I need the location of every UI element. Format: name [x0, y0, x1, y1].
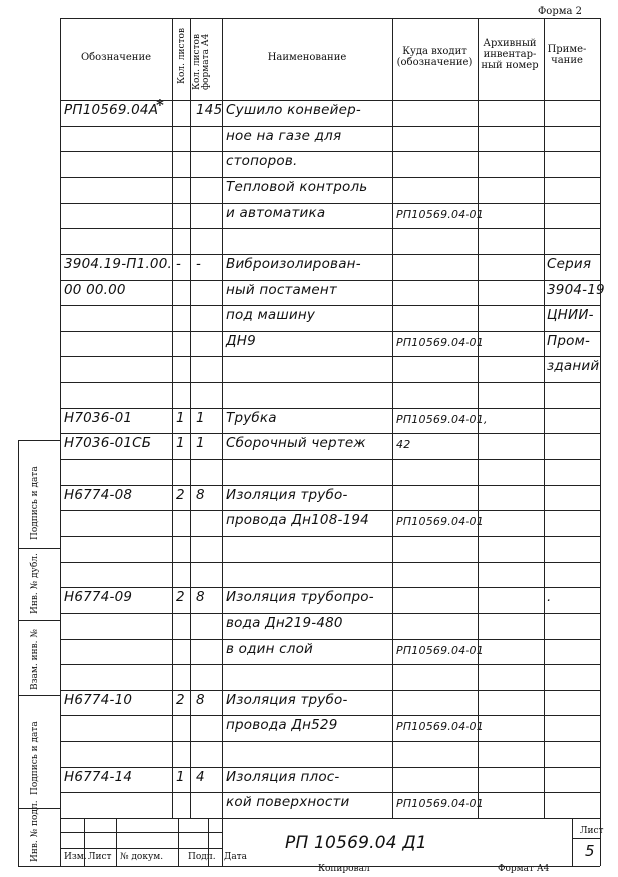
- footer-col-line: [84, 818, 85, 866]
- row-line: [60, 228, 600, 229]
- row-line: [60, 664, 600, 665]
- cell-name: Виброизолирован-: [226, 255, 361, 272]
- cell-sheets: 2: [176, 691, 185, 708]
- header-name: Наименование: [267, 52, 347, 63]
- cell-designation: Н6774-09: [64, 589, 133, 606]
- side-label-signature-2: Подпись и дата: [30, 721, 40, 795]
- row-line: [60, 562, 600, 563]
- stamp-strip-outer: [18, 440, 19, 866]
- cell-note: ЦНИИ-: [547, 307, 594, 324]
- cell-note: зданий: [547, 358, 600, 375]
- cell-a4: 4: [196, 768, 205, 785]
- cell-name: Изоляция трубо-: [226, 691, 348, 708]
- footer-col-change: Изм.: [64, 852, 87, 862]
- cell-note: Пром-: [547, 332, 591, 349]
- frame-left-footer: [60, 818, 61, 866]
- row-line: [60, 613, 600, 614]
- cell-name: Изоляция трубопро-: [226, 589, 374, 606]
- cell-sheets: 2: [176, 589, 185, 606]
- cell-name: в один слой: [226, 640, 314, 657]
- cell-designation: Н7036-01СБ: [64, 435, 152, 452]
- column-line: [172, 18, 173, 818]
- row-line: [60, 177, 600, 178]
- footer-col-sheet: Лист: [88, 852, 112, 862]
- cell-designation: 3904.19-П1.00.: [64, 255, 172, 272]
- column-line: [190, 18, 191, 818]
- row-line: [60, 485, 600, 486]
- cell-designation: Н6774-10: [64, 691, 133, 708]
- row-line: [60, 433, 600, 434]
- header-where-used: Куда входит (обозначение): [396, 46, 473, 68]
- footer-col-docnum: № докум.: [120, 852, 164, 862]
- row-line: [60, 331, 600, 332]
- row-line: [60, 639, 600, 640]
- cell-name: провода Дн108-194: [226, 512, 369, 529]
- row-line: [60, 356, 600, 357]
- cell-where: РП10569.04-01: [396, 207, 484, 221]
- row-line: [60, 536, 600, 537]
- row-line: [60, 587, 600, 588]
- cell-where: РП10569.04-01: [396, 515, 484, 529]
- row-line: [60, 126, 600, 127]
- stamp-divider: [18, 548, 60, 549]
- cell-sheets: -: [176, 255, 182, 272]
- side-label-dup-inv: Инв. № дубл.: [30, 553, 40, 614]
- sheet-box-divider: [572, 838, 600, 839]
- side-label-signature-1: Подпись и дата: [30, 466, 40, 540]
- cell-name: Сушило конвейер-: [226, 102, 361, 118]
- form-label: Форма 2: [538, 6, 583, 17]
- column-line: [600, 18, 601, 818]
- header-note: Приме-чание: [547, 44, 587, 66]
- footer-col-line: [178, 818, 179, 866]
- stamp-divider: [18, 440, 60, 441]
- row-line: [60, 151, 600, 152]
- header-archive: Архивный инвентар-ный номер: [481, 38, 539, 71]
- footer-col-line: [116, 818, 117, 866]
- cell-name: и автоматика: [226, 204, 326, 221]
- cell-where: 42: [396, 438, 411, 452]
- cell-name: ДН9: [226, 332, 256, 349]
- cell-a4: 8: [196, 691, 205, 708]
- cell-designation: Н7036-01: [64, 409, 133, 426]
- cell-note: 3904-19: [547, 281, 605, 298]
- frame-top: [60, 18, 600, 19]
- footer-col-sign: Подп.: [188, 852, 216, 862]
- row-line: [60, 767, 600, 768]
- cell-a4: 145: [196, 102, 223, 118]
- row-line: [60, 459, 600, 460]
- cell-where: РП10569.04-01: [396, 797, 484, 811]
- row-line: [60, 203, 600, 204]
- cell-name: ный постамент: [226, 281, 337, 298]
- cell-designation: 00 00.00: [64, 281, 126, 298]
- stamp-divider: [18, 808, 60, 809]
- footer-col-line: [208, 818, 209, 866]
- cell-name: Сборочный чертеж: [226, 435, 366, 452]
- cell-a4: 1: [196, 435, 205, 452]
- sheet-number: 5: [585, 842, 595, 860]
- cell-sheets: 1: [176, 435, 185, 452]
- cell-where: РП10569.04-01,: [396, 412, 488, 426]
- format-label: Формат А4: [498, 864, 550, 874]
- frame-right-footer: [600, 818, 601, 866]
- cell-sheets: 1: [176, 768, 185, 785]
- cell-name: Тепловой контроль: [226, 178, 368, 195]
- stamp-strip-inner: [60, 440, 61, 818]
- footer-col-line: [222, 818, 223, 866]
- cell-name: кой поверхности: [226, 794, 350, 811]
- cell-designation: РП10569.04А: [64, 102, 159, 118]
- cell-note: .: [547, 589, 552, 606]
- cell-designation: Н6774-14: [64, 768, 133, 785]
- cell-where: РП10569.04-01: [396, 720, 484, 734]
- header-sheets-count: Кол. листов: [177, 27, 187, 84]
- footer-col-date: Дата: [224, 852, 248, 862]
- row-line: [60, 510, 600, 511]
- column-line: [478, 18, 479, 818]
- row-line: [60, 254, 600, 255]
- row-line: [60, 408, 600, 409]
- cell-name: стопоров.: [226, 153, 298, 170]
- sheet-label: Лист: [580, 826, 604, 836]
- side-label-orig-inv: Инв. № подл.: [30, 800, 40, 862]
- column-line: [392, 18, 393, 818]
- column-line: [544, 18, 545, 818]
- cell-a4: 1: [196, 409, 205, 426]
- header-bottom-line: [60, 100, 600, 101]
- sheet-box-line: [572, 818, 573, 866]
- copied-label: Копировал: [318, 864, 370, 874]
- cell-name: Трубка: [226, 409, 277, 426]
- cell-sheets: 1: [176, 409, 185, 426]
- stamp-divider: [18, 620, 60, 621]
- cell-sheets: 2: [176, 486, 185, 503]
- cell-name: под машину: [226, 307, 316, 324]
- cell-a4: 8: [196, 486, 205, 503]
- stamp-bottom: [18, 866, 60, 867]
- stamp-divider: [18, 695, 60, 696]
- cell-a4: -: [196, 255, 202, 272]
- header-a4-count: Кол. листов формата А4: [192, 33, 211, 90]
- cell-designation: Н6774-08: [64, 486, 133, 503]
- cell-name: Изоляция плос-: [226, 768, 340, 785]
- document-code: РП 10569.04 Д1: [285, 833, 427, 853]
- row-line: [60, 715, 600, 716]
- column-line: [222, 18, 223, 818]
- frame-bottom: [60, 866, 600, 867]
- row-line: [60, 382, 600, 383]
- row-line: [60, 305, 600, 306]
- cell-name: Изоляция трубо-: [226, 486, 348, 503]
- asterisk-mark: *: [156, 96, 164, 114]
- cell-name: провода Дн529: [226, 717, 338, 734]
- row-line: [60, 690, 600, 691]
- cell-where: РП10569.04-01: [396, 335, 484, 349]
- cell-name: вода Дн219-480: [226, 614, 343, 631]
- side-label-replace-inv: Взам. инв. №: [30, 629, 40, 690]
- cell-a4: 8: [196, 589, 205, 606]
- row-line: [60, 280, 600, 281]
- cell-note: Серия: [547, 255, 592, 272]
- cell-name: ное на газе для: [226, 127, 342, 144]
- row-line: [60, 792, 600, 793]
- row-line: [60, 741, 600, 742]
- header-designation: Обозначение: [80, 52, 152, 63]
- cell-where: РП10569.04-01: [396, 643, 484, 657]
- row-line: [60, 818, 600, 819]
